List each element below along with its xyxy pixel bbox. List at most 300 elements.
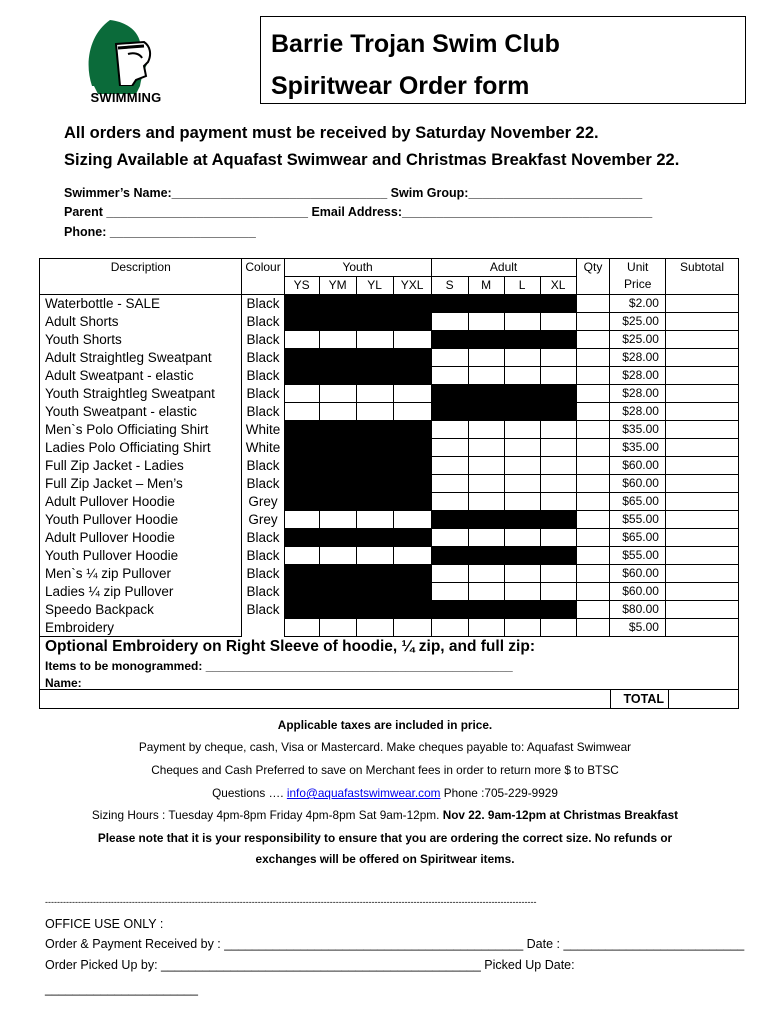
total-row <box>39 689 739 709</box>
received-field[interactable]: Order & Payment Received by : ___________________________________________ Date : __________________________ <box>45 937 745 951</box>
cheques-note: Cheques and Cash Preferred to save on Merchant fees in order to return more $ to BTSC <box>151 763 619 777</box>
size-qty-cell[interactable] <box>504 583 540 601</box>
item-description: Adult Sweatpant - elastic <box>40 367 242 385</box>
size-s: S <box>431 277 468 295</box>
size-qty-cell[interactable] <box>504 313 540 331</box>
order-table <box>39 258 739 637</box>
size-qty-cell[interactable] <box>284 331 319 349</box>
size-unavailable-cell <box>468 601 504 619</box>
size-unavailable-cell <box>393 439 431 457</box>
size-qty-cell[interactable] <box>540 583 576 601</box>
payment-note: Payment by cheque, cash, Visa or Mastercard. Make cheques payable to: Aquafast Swimwear <box>138 740 632 754</box>
size-qty-cell[interactable] <box>504 529 540 547</box>
size-unavailable-cell <box>284 529 319 547</box>
size-unavailable-cell <box>284 457 319 475</box>
size-unavailable-cell <box>393 475 431 493</box>
size-qty-cell[interactable] <box>468 583 504 601</box>
item-colour: Black <box>242 385 284 403</box>
size-qty-cell[interactable] <box>468 421 504 439</box>
size-unavailable-cell <box>284 367 319 385</box>
header-adult: Adult <box>431 259 576 277</box>
size-qty-cell[interactable] <box>431 583 468 601</box>
size-qty-cell[interactable] <box>540 349 576 367</box>
title-line-2: Spiritwear Order form <box>271 72 530 100</box>
size-unavailable-cell <box>356 349 393 367</box>
size-qty-cell[interactable] <box>504 565 540 583</box>
size-qty-cell[interactable] <box>319 385 356 403</box>
qty-cell[interactable] <box>576 583 610 601</box>
size-unavailable-cell <box>540 601 576 619</box>
size-qty-cell[interactable] <box>284 547 319 565</box>
size-unavailable-cell <box>356 601 393 619</box>
item-description: Adult Pullover Hoodie <box>40 529 242 547</box>
office-divider: -------------------------------------------------------------------------------------------------------------------------------------------------------------------- <box>45 897 537 907</box>
order-row <box>40 313 739 331</box>
size-qty-cell[interactable] <box>319 511 356 529</box>
size-qty-cell[interactable] <box>540 475 576 493</box>
size-unavailable-cell <box>431 403 468 421</box>
order-row <box>40 601 739 619</box>
size-unavailable-cell <box>356 475 393 493</box>
subtotal-cell[interactable] <box>665 511 738 529</box>
qty-cell[interactable] <box>576 565 610 583</box>
size-unavailable-cell <box>356 583 393 601</box>
parent-email-field[interactable]: Parent _____________________________ Email Address:____________________________________ <box>64 205 653 219</box>
size-unavailable-cell <box>284 439 319 457</box>
size-unavailable-cell <box>284 565 319 583</box>
subtotal-cell[interactable] <box>665 601 738 619</box>
subtotal-cell[interactable] <box>665 583 738 601</box>
size-qty-cell[interactable] <box>431 619 468 637</box>
size-unavailable-cell <box>319 475 356 493</box>
item-colour: Black <box>242 313 284 331</box>
item-description: Youth Shorts <box>40 331 242 349</box>
order-row <box>40 493 739 511</box>
unit-price: $35.00 <box>610 421 666 439</box>
item-colour: Black <box>242 295 284 313</box>
size-qty-cell[interactable] <box>468 313 504 331</box>
size-unavailable-cell <box>284 349 319 367</box>
subtotal-cell[interactable] <box>665 367 738 385</box>
qty-cell[interactable] <box>576 475 610 493</box>
total-label: TOTAL <box>610 690 669 709</box>
office-heading: OFFICE USE ONLY : <box>45 917 164 931</box>
size-unavailable-cell <box>393 529 431 547</box>
size-qty-cell[interactable] <box>356 403 393 421</box>
item-description: Youth Sweatpant - elastic <box>40 403 242 421</box>
qty-cell[interactable] <box>576 529 610 547</box>
item-description: Adult Pullover Hoodie <box>40 493 242 511</box>
subtotal-cell[interactable] <box>665 403 738 421</box>
size-qty-cell[interactable] <box>504 421 540 439</box>
logo-text: SWIMMING <box>90 90 162 105</box>
size-qty-cell[interactable] <box>504 619 540 637</box>
subtotal-cell[interactable] <box>665 439 738 457</box>
size-unavailable-cell <box>319 421 356 439</box>
size-unavailable-cell <box>431 511 468 529</box>
qty-cell[interactable] <box>576 403 610 421</box>
unit-price: $60.00 <box>610 475 666 493</box>
item-description: Ladies ¼ zip Pullover <box>40 583 242 601</box>
size-unavailable-cell <box>319 583 356 601</box>
unit-price: $60.00 <box>610 583 666 601</box>
qty-cell[interactable] <box>576 385 610 403</box>
size-qty-cell[interactable] <box>319 619 356 637</box>
subtotal-cell[interactable] <box>665 493 738 511</box>
size-unavailable-cell <box>393 421 431 439</box>
subtotal-cell[interactable] <box>665 565 738 583</box>
notice-line-2: Sizing Available at Aquafast Swimwear and Christmas Breakfast November 22. <box>64 151 680 169</box>
size-qty-cell[interactable] <box>504 439 540 457</box>
size-qty-cell[interactable] <box>468 475 504 493</box>
item-colour: Black <box>242 457 284 475</box>
size-qty-cell[interactable] <box>284 403 319 421</box>
embroidery-heading: Optional Embroidery on Right Sleeve of hoodie, ¼ zip, and full zip: <box>45 638 535 655</box>
size-qty-cell[interactable] <box>356 385 393 403</box>
size-unavailable-cell <box>319 367 356 385</box>
size-unavailable-cell <box>393 313 431 331</box>
size-unavailable-cell <box>393 583 431 601</box>
size-qty-cell[interactable] <box>431 493 468 511</box>
monogram-field[interactable]: Items to be monogrammed: ______________________________________________ <box>45 659 513 673</box>
size-unavailable-cell <box>468 511 504 529</box>
qty-cell[interactable] <box>576 331 610 349</box>
size-qty-cell[interactable] <box>319 403 356 421</box>
header-youth: Youth <box>284 259 431 277</box>
unit-price: $5.00 <box>610 619 666 637</box>
size-unavailable-cell <box>504 511 540 529</box>
unit-price: $28.00 <box>610 385 666 403</box>
size-qty-cell[interactable] <box>468 367 504 385</box>
size-qty-cell[interactable] <box>468 439 504 457</box>
size-qty-cell[interactable] <box>431 529 468 547</box>
unit-price: $2.00 <box>610 295 666 313</box>
item-description: Youth Pullover Hoodie <box>40 547 242 565</box>
size-qty-cell[interactable] <box>468 529 504 547</box>
order-row <box>40 457 739 475</box>
size-unavailable-cell <box>356 529 393 547</box>
size-unavailable-cell <box>504 385 540 403</box>
item-colour: Black <box>242 331 284 349</box>
size-yxl: YXL <box>393 277 431 295</box>
email-link[interactable]: info@aquafastswimwear.com <box>286 786 441 800</box>
size-unavailable-cell <box>284 601 319 619</box>
size-qty-cell[interactable] <box>393 331 431 349</box>
size-unavailable-cell <box>356 295 393 313</box>
subtotal-cell[interactable] <box>665 457 738 475</box>
unit-price: $55.00 <box>610 511 666 529</box>
order-row <box>40 511 739 529</box>
size-unavailable-cell <box>319 457 356 475</box>
header-description: Description <box>40 259 242 295</box>
size-qty-cell[interactable] <box>468 349 504 367</box>
subtotal-cell[interactable] <box>665 295 738 313</box>
qty-cell[interactable] <box>576 511 610 529</box>
size-unavailable-cell <box>393 295 431 313</box>
embroidery-section <box>39 635 739 709</box>
item-colour: Black <box>242 583 284 601</box>
qty-cell[interactable] <box>576 367 610 385</box>
item-description: Youth Straightleg Sweatpant <box>40 385 242 403</box>
picked-up-field[interactable]: Order Picked Up by: ______________________________________________ Picked Up Date: <box>45 958 575 972</box>
size-unavailable-cell <box>540 331 576 349</box>
item-description: Full Zip Jacket – Men’s <box>40 475 242 493</box>
item-colour: Black <box>242 367 284 385</box>
item-description: Youth Pullover Hoodie <box>40 511 242 529</box>
size-qty-cell[interactable] <box>540 421 576 439</box>
size-qty-cell[interactable] <box>504 349 540 367</box>
item-description: Adult Straightleg Sweatpant <box>40 349 242 367</box>
unit-price: $80.00 <box>610 601 666 619</box>
subtotal-cell[interactable] <box>665 547 738 565</box>
phone-field[interactable]: Phone: _____________________ <box>64 225 256 239</box>
size-unavailable-cell <box>284 295 319 313</box>
order-row <box>40 565 739 583</box>
size-unavailable-cell <box>284 583 319 601</box>
item-colour: Black <box>242 547 284 565</box>
size-qty-cell[interactable] <box>540 457 576 475</box>
size-qty-cell[interactable] <box>393 403 431 421</box>
size-qty-cell[interactable] <box>504 457 540 475</box>
size-unavailable-cell <box>284 421 319 439</box>
size-unavailable-cell <box>504 547 540 565</box>
size-unavailable-cell <box>431 601 468 619</box>
size-qty-cell[interactable] <box>468 565 504 583</box>
size-unavailable-cell <box>356 565 393 583</box>
size-qty-cell[interactable] <box>468 619 504 637</box>
item-description: Men`s Polo Officiating Shirt <box>40 421 242 439</box>
size-qty-cell[interactable] <box>356 331 393 349</box>
order-row <box>40 475 739 493</box>
size-qty-cell[interactable] <box>356 511 393 529</box>
header-subtotal: Subtotal <box>665 259 738 295</box>
qty-cell[interactable] <box>576 619 610 637</box>
size-qty-cell[interactable] <box>431 313 468 331</box>
size-unavailable-cell <box>468 295 504 313</box>
size-ym: YM <box>319 277 356 295</box>
size-unavailable-cell <box>504 331 540 349</box>
subtotal-cell[interactable] <box>665 529 738 547</box>
size-unavailable-cell <box>431 331 468 349</box>
size-qty-cell[interactable] <box>468 493 504 511</box>
qty-cell[interactable] <box>576 439 610 457</box>
size-yl: YL <box>356 277 393 295</box>
size-qty-cell[interactable] <box>284 385 319 403</box>
unit-price: $65.00 <box>610 493 666 511</box>
size-qty-cell[interactable] <box>319 547 356 565</box>
size-qty-cell[interactable] <box>468 457 504 475</box>
size-unavailable-cell <box>504 295 540 313</box>
size-unavailable-cell <box>319 493 356 511</box>
size-l: L <box>504 277 540 295</box>
size-unavailable-cell <box>319 529 356 547</box>
qty-cell[interactable] <box>576 493 610 511</box>
subtotal-cell[interactable] <box>665 421 738 439</box>
item-colour: Black <box>242 529 284 547</box>
office-last-line: ______________________ <box>45 982 198 996</box>
sizing-hours: Sizing Hours : Tuesday 4pm-8pm Friday 4pm-8pm Sat 9am-12pm. Nov 22. 9am-12pm at Christmas Breakfast <box>91 808 679 822</box>
size-unavailable-cell <box>504 601 540 619</box>
size-unavailable-cell <box>393 565 431 583</box>
item-description: Full Zip Jacket - Ladies <box>40 457 242 475</box>
unit-price: $25.00 <box>610 331 666 349</box>
size-unavailable-cell <box>284 313 319 331</box>
item-colour: Black <box>242 565 284 583</box>
size-ys: YS <box>284 277 319 295</box>
size-qty-cell[interactable] <box>393 547 431 565</box>
unit-price: $55.00 <box>610 547 666 565</box>
order-row <box>40 619 739 637</box>
item-description: Speedo Backpack <box>40 601 242 619</box>
qty-cell[interactable] <box>576 601 610 619</box>
size-unavailable-cell <box>319 295 356 313</box>
name-label: Name: <box>45 676 82 690</box>
item-colour: Grey <box>242 511 284 529</box>
subtotal-cell[interactable] <box>665 619 738 637</box>
order-row <box>40 349 739 367</box>
size-qty-cell[interactable] <box>431 349 468 367</box>
size-qty-cell[interactable] <box>540 619 576 637</box>
size-unavailable-cell <box>319 601 356 619</box>
size-qty-cell[interactable] <box>504 475 540 493</box>
size-qty-cell[interactable] <box>540 493 576 511</box>
table-header-row <box>40 259 739 277</box>
unit-price: $28.00 <box>610 349 666 367</box>
size-unavailable-cell <box>540 385 576 403</box>
size-qty-cell[interactable] <box>431 475 468 493</box>
unit-price: $35.00 <box>610 439 666 457</box>
size-unavailable-cell <box>540 403 576 421</box>
size-unavailable-cell <box>504 403 540 421</box>
qty-cell[interactable] <box>576 295 610 313</box>
size-qty-cell[interactable] <box>540 565 576 583</box>
order-row <box>40 403 739 421</box>
size-qty-cell[interactable] <box>431 367 468 385</box>
item-colour: White <box>242 421 284 439</box>
size-qty-cell[interactable] <box>431 457 468 475</box>
order-row <box>40 439 739 457</box>
swimmer-name-field[interactable]: Swimmer’s Name:_______________________________ Swim Group:_________________________ <box>64 186 643 200</box>
size-unavailable-cell <box>356 457 393 475</box>
item-description: Embroidery <box>40 619 242 637</box>
unit-price: $28.00 <box>610 403 666 421</box>
item-description: Ladies Polo Officiating Shirt <box>40 439 242 457</box>
header-colour: Colour <box>242 259 284 295</box>
note-line-1: Please note that it is your responsibility to ensure that you are ordering the correct size. No refunds or <box>97 831 673 845</box>
qty-cell[interactable] <box>576 457 610 475</box>
item-description: Adult Shorts <box>40 313 242 331</box>
size-unavailable-cell <box>468 331 504 349</box>
size-qty-cell[interactable] <box>540 367 576 385</box>
size-unavailable-cell <box>319 349 356 367</box>
item-colour: Black <box>242 475 284 493</box>
item-colour <box>242 619 284 637</box>
header-unit-price: Unit Price <box>610 259 666 295</box>
size-qty-cell[interactable] <box>284 511 319 529</box>
size-unavailable-cell <box>356 439 393 457</box>
note-line-2: exchanges will be offered on Spiritwear items. <box>255 852 515 866</box>
qty-cell[interactable] <box>576 349 610 367</box>
size-qty-cell[interactable] <box>393 511 431 529</box>
order-row <box>40 529 739 547</box>
size-unavailable-cell <box>393 349 431 367</box>
size-unavailable-cell <box>468 547 504 565</box>
unit-price: $28.00 <box>610 367 666 385</box>
order-row <box>40 385 739 403</box>
size-unavailable-cell <box>540 511 576 529</box>
unit-price: $60.00 <box>610 565 666 583</box>
size-unavailable-cell <box>393 367 431 385</box>
size-qty-cell[interactable] <box>504 493 540 511</box>
item-colour: Black <box>242 601 284 619</box>
size-qty-cell[interactable] <box>356 547 393 565</box>
order-row <box>40 547 739 565</box>
size-unavailable-cell <box>468 385 504 403</box>
qty-cell[interactable] <box>576 547 610 565</box>
item-colour: Grey <box>242 493 284 511</box>
questions-line: Questions …. info@aquafastswimwear.com Phone :705-229-9929 <box>212 786 558 800</box>
size-xl: XL <box>540 277 576 295</box>
size-unavailable-cell <box>356 313 393 331</box>
subtotal-cell[interactable] <box>665 349 738 367</box>
unit-price: $65.00 <box>610 529 666 547</box>
size-unavailable-cell <box>540 547 576 565</box>
title-box <box>260 16 746 104</box>
size-unavailable-cell <box>393 493 431 511</box>
size-qty-cell[interactable] <box>431 565 468 583</box>
order-row <box>40 367 739 385</box>
size-unavailable-cell <box>319 565 356 583</box>
size-qty-cell[interactable] <box>540 313 576 331</box>
size-qty-cell[interactable] <box>393 385 431 403</box>
qty-cell[interactable] <box>576 313 610 331</box>
size-qty-cell[interactable] <box>393 619 431 637</box>
size-unavailable-cell <box>431 385 468 403</box>
subtotal-cell[interactable] <box>665 475 738 493</box>
item-colour: Black <box>242 403 284 421</box>
size-qty-cell[interactable] <box>431 439 468 457</box>
size-unavailable-cell <box>431 295 468 313</box>
size-qty-cell[interactable] <box>319 331 356 349</box>
size-qty-cell[interactable] <box>284 619 319 637</box>
size-qty-cell[interactable] <box>540 529 576 547</box>
header-qty: Qty <box>576 259 610 295</box>
qty-cell[interactable] <box>576 421 610 439</box>
order-row <box>40 583 739 601</box>
size-unavailable-cell <box>284 475 319 493</box>
size-qty-cell[interactable] <box>540 439 576 457</box>
order-row <box>40 295 739 313</box>
subtotal-cell[interactable] <box>665 313 738 331</box>
size-m: M <box>468 277 504 295</box>
item-description: Men`s ¼ zip Pullover <box>40 565 242 583</box>
size-qty-cell[interactable] <box>504 367 540 385</box>
size-unavailable-cell <box>319 313 356 331</box>
subtotal-cell[interactable] <box>665 385 738 403</box>
item-colour: White <box>242 439 284 457</box>
taxes-note: Applicable taxes are included in price. <box>277 718 493 732</box>
size-unavailable-cell <box>393 457 431 475</box>
size-unavailable-cell <box>356 493 393 511</box>
item-description: Waterbottle - SALE <box>40 295 242 313</box>
size-qty-cell[interactable] <box>431 421 468 439</box>
item-colour: Black <box>242 349 284 367</box>
subtotal-cell[interactable] <box>665 331 738 349</box>
unit-price: $25.00 <box>610 313 666 331</box>
size-unavailable-cell <box>431 547 468 565</box>
order-row <box>40 331 739 349</box>
size-qty-cell[interactable] <box>356 619 393 637</box>
